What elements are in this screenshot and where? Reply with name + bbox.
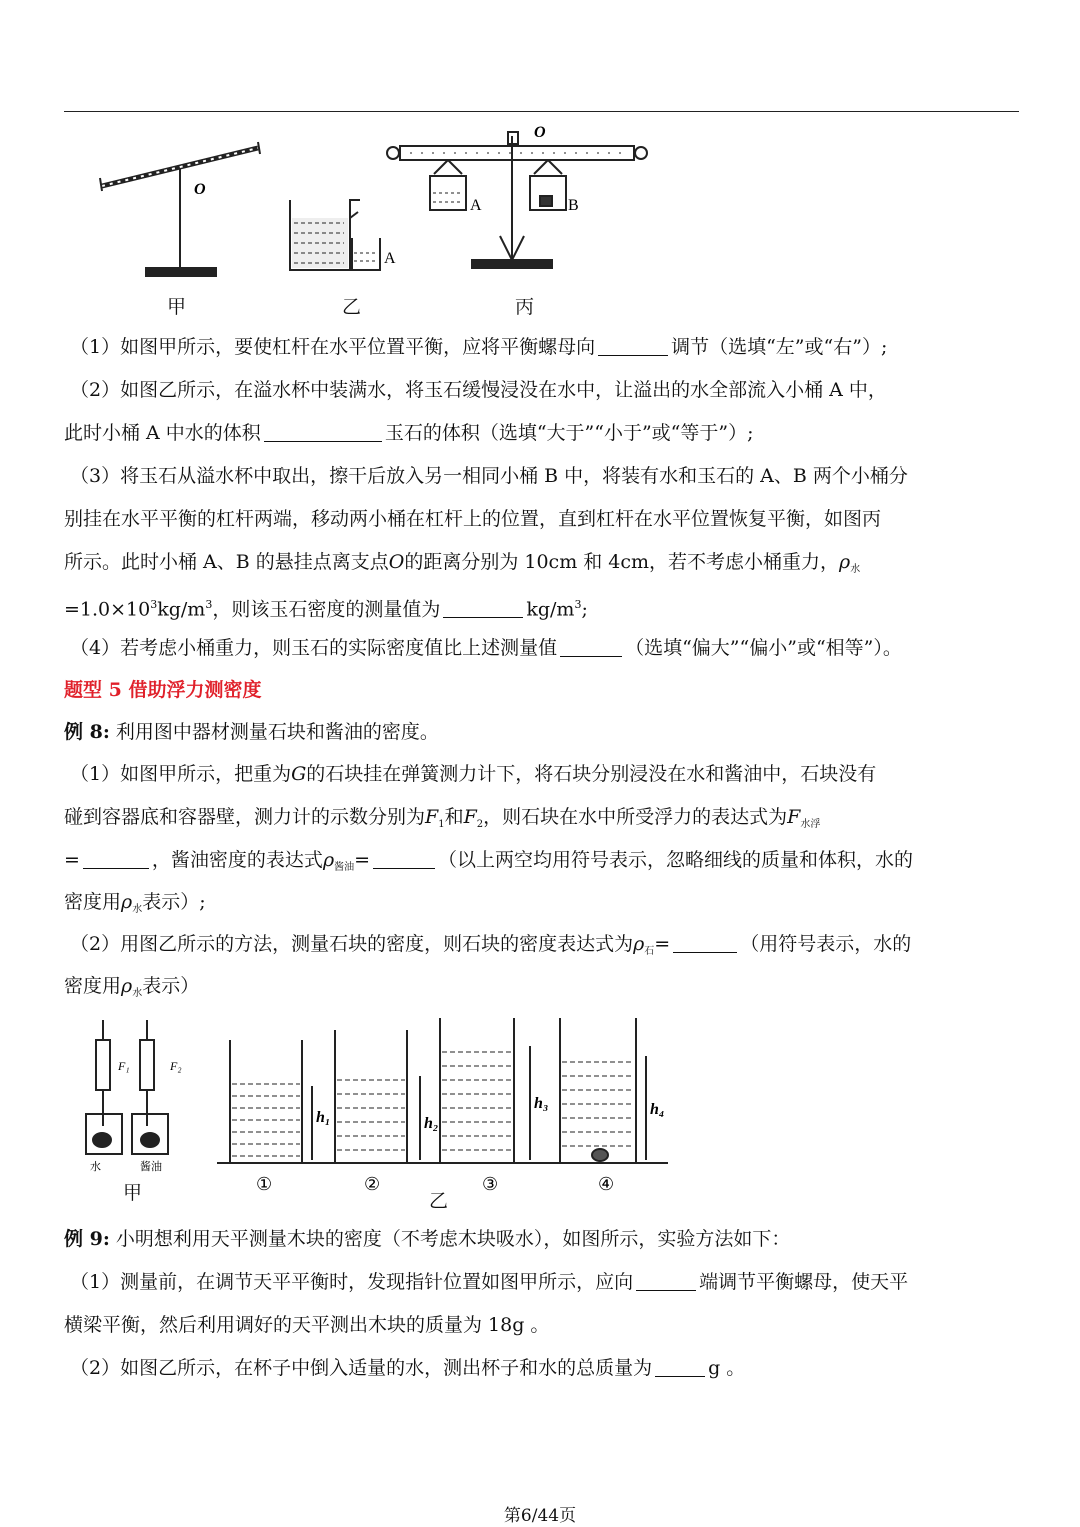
fig2-soy-label: 酱油 [140,1160,162,1173]
fig1-label-yi: 乙 [342,296,362,318]
q-part-4: （4）若考虑小桶重力，则玉石的实际密度值比上述测量值 （选填“偏大”“偏小”或“相等”）。 [70,637,902,659]
answer-blank-2[interactable] [264,423,382,442]
fig1-pivot-label: O [194,181,206,198]
answer-blank-8[interactable] [636,1272,696,1291]
ex9-part-1-line-2: 横梁平衡，然后利用调好的天平测出木块的质量为 18g 。 [64,1314,550,1336]
header-rule [64,111,1019,112]
fig2-circle-4: ④ [598,1174,615,1195]
ex8-part-1-line-2: 碰到容器底和容器壁，测力计的示数分别为$F_1$和$F_2$，则石块在水中所受浮力的表达式为$F_{水浮}$ [64,806,821,830]
fig1-bucket-a2-label: A [470,197,482,214]
section-title: 题型 5 借助浮力测密度 [64,679,262,701]
fig1-label-bing: 丙 [515,296,535,318]
answer-blank-6[interactable] [373,850,435,869]
fig2-circle-3: ③ [482,1174,499,1195]
q-part-3-line-4: $=1.0\times 10^3kg/m^3$，则该玉石密度的测量值为 $kg/m^3$; [64,598,588,621]
answer-blank-1[interactable] [598,337,668,356]
answer-blank-9[interactable] [655,1358,705,1377]
answer-blank-5[interactable] [83,850,149,869]
figure-lever-experiment [90,118,660,318]
q-part-3-line-2: 别挂在水平平衡的杠杆两端，移动两小桶在杠杆上的位置，直到杠杆在水平位置恢复平衡，如图丙 [64,508,882,530]
fig2-water-label: 水 [90,1160,101,1173]
ex8-part-2-line-1: （2）用图乙所示的方法，测量石块的密度，则石块的密度表达式为$\rho_石=$ （用符号表示，水的 [70,933,912,957]
fig1-bucket-a-label: A [384,250,396,267]
ex9-part-1-line-1: （1）测量前，在调节天平平衡时，发现指针位置如图甲所示，应向 端调节平衡螺母，使天平 [70,1271,909,1293]
fig2-h3-label: h₃ [534,1095,549,1112]
ex8-part-1-line-3: = ，酱油密度的表达式$\rho_{酱油}=$ （以上两空均用符号表示，忽略细线的质量和体积，水的 [64,849,914,873]
page-number: 第6/44页 [503,1506,577,1526]
fig2-label-yi: 乙 [429,1190,449,1212]
fig2-h1-label: h₁ [316,1109,331,1126]
q-part-2-line-2: 此时小桶 A 中水的体积 玉石的体积（选填“大于”“小于”或“等于”）; [64,422,754,444]
fig1-pivot2-label: O [534,124,546,141]
example-9-intro: 例 9: 小明想利用天平测量木块的密度（不考虑木块吸水），如图所示，实验方法如下： [64,1228,791,1250]
fig2-f1-label: F₁ [118,1059,130,1073]
ex8-part-1-line-1: （1）如图甲所示，把重为G的石块挂在弹簧测力计下，将石块分别浸没在水和酱油中，石块没有 [70,763,877,785]
q-part-1: （1）如图甲所示，要使杠杆在水平位置平衡，应将平衡螺母向 调节（选填“左”或“右”）; [70,336,888,358]
fig2-f2-label: F₂ [170,1059,182,1073]
fig2-h2-label: h₂ [424,1115,439,1132]
ex9-part-2: （2）如图乙所示，在杯子中倒入适量的水，测出杯子和水的总质量为 g 。 [70,1357,746,1379]
fig1-bucket-b-label: B [568,197,579,214]
fig2-circle-2: ② [364,1174,381,1195]
answer-blank-7[interactable] [673,934,737,953]
q-part-3-line-3: 所示。此时小桶 A、B 的悬挂点离支点O的距离分别为 10cm 和 4cm，若不考虑小桶重力，$\rho_水$ [64,551,861,575]
fig2-circle-1: ① [256,1174,273,1195]
answer-blank-3[interactable] [443,599,523,618]
ex8-part-2-line-2: 密度用$\rho_水$表示） [64,975,200,999]
fig2-label-jia: 甲 [123,1182,143,1204]
fig1-label-jia: 甲 [167,296,187,318]
ex8-part-1-line-4: 密度用$\rho_水$表示）; [64,891,206,915]
figure-buoyancy-experiment [80,1010,680,1210]
fig2-h4-label: h₄ [650,1101,665,1118]
q-part-2-line-1: （2）如图乙所示，在溢水杯中装满水，将玉石缓慢浸没在水中，让溢出的水全部流入小桶 A 中， [70,379,887,401]
example-8-intro: 例 8: 利用图中器材测量石块和酱油的密度。 [64,721,439,743]
q-part-3-line-1: （3）将玉石从溢水杯中取出，擦干后放入另一相同小桶 B 中，将装有水和玉石的 A、B 两个小桶分 [70,465,908,487]
answer-blank-4[interactable] [560,638,622,657]
